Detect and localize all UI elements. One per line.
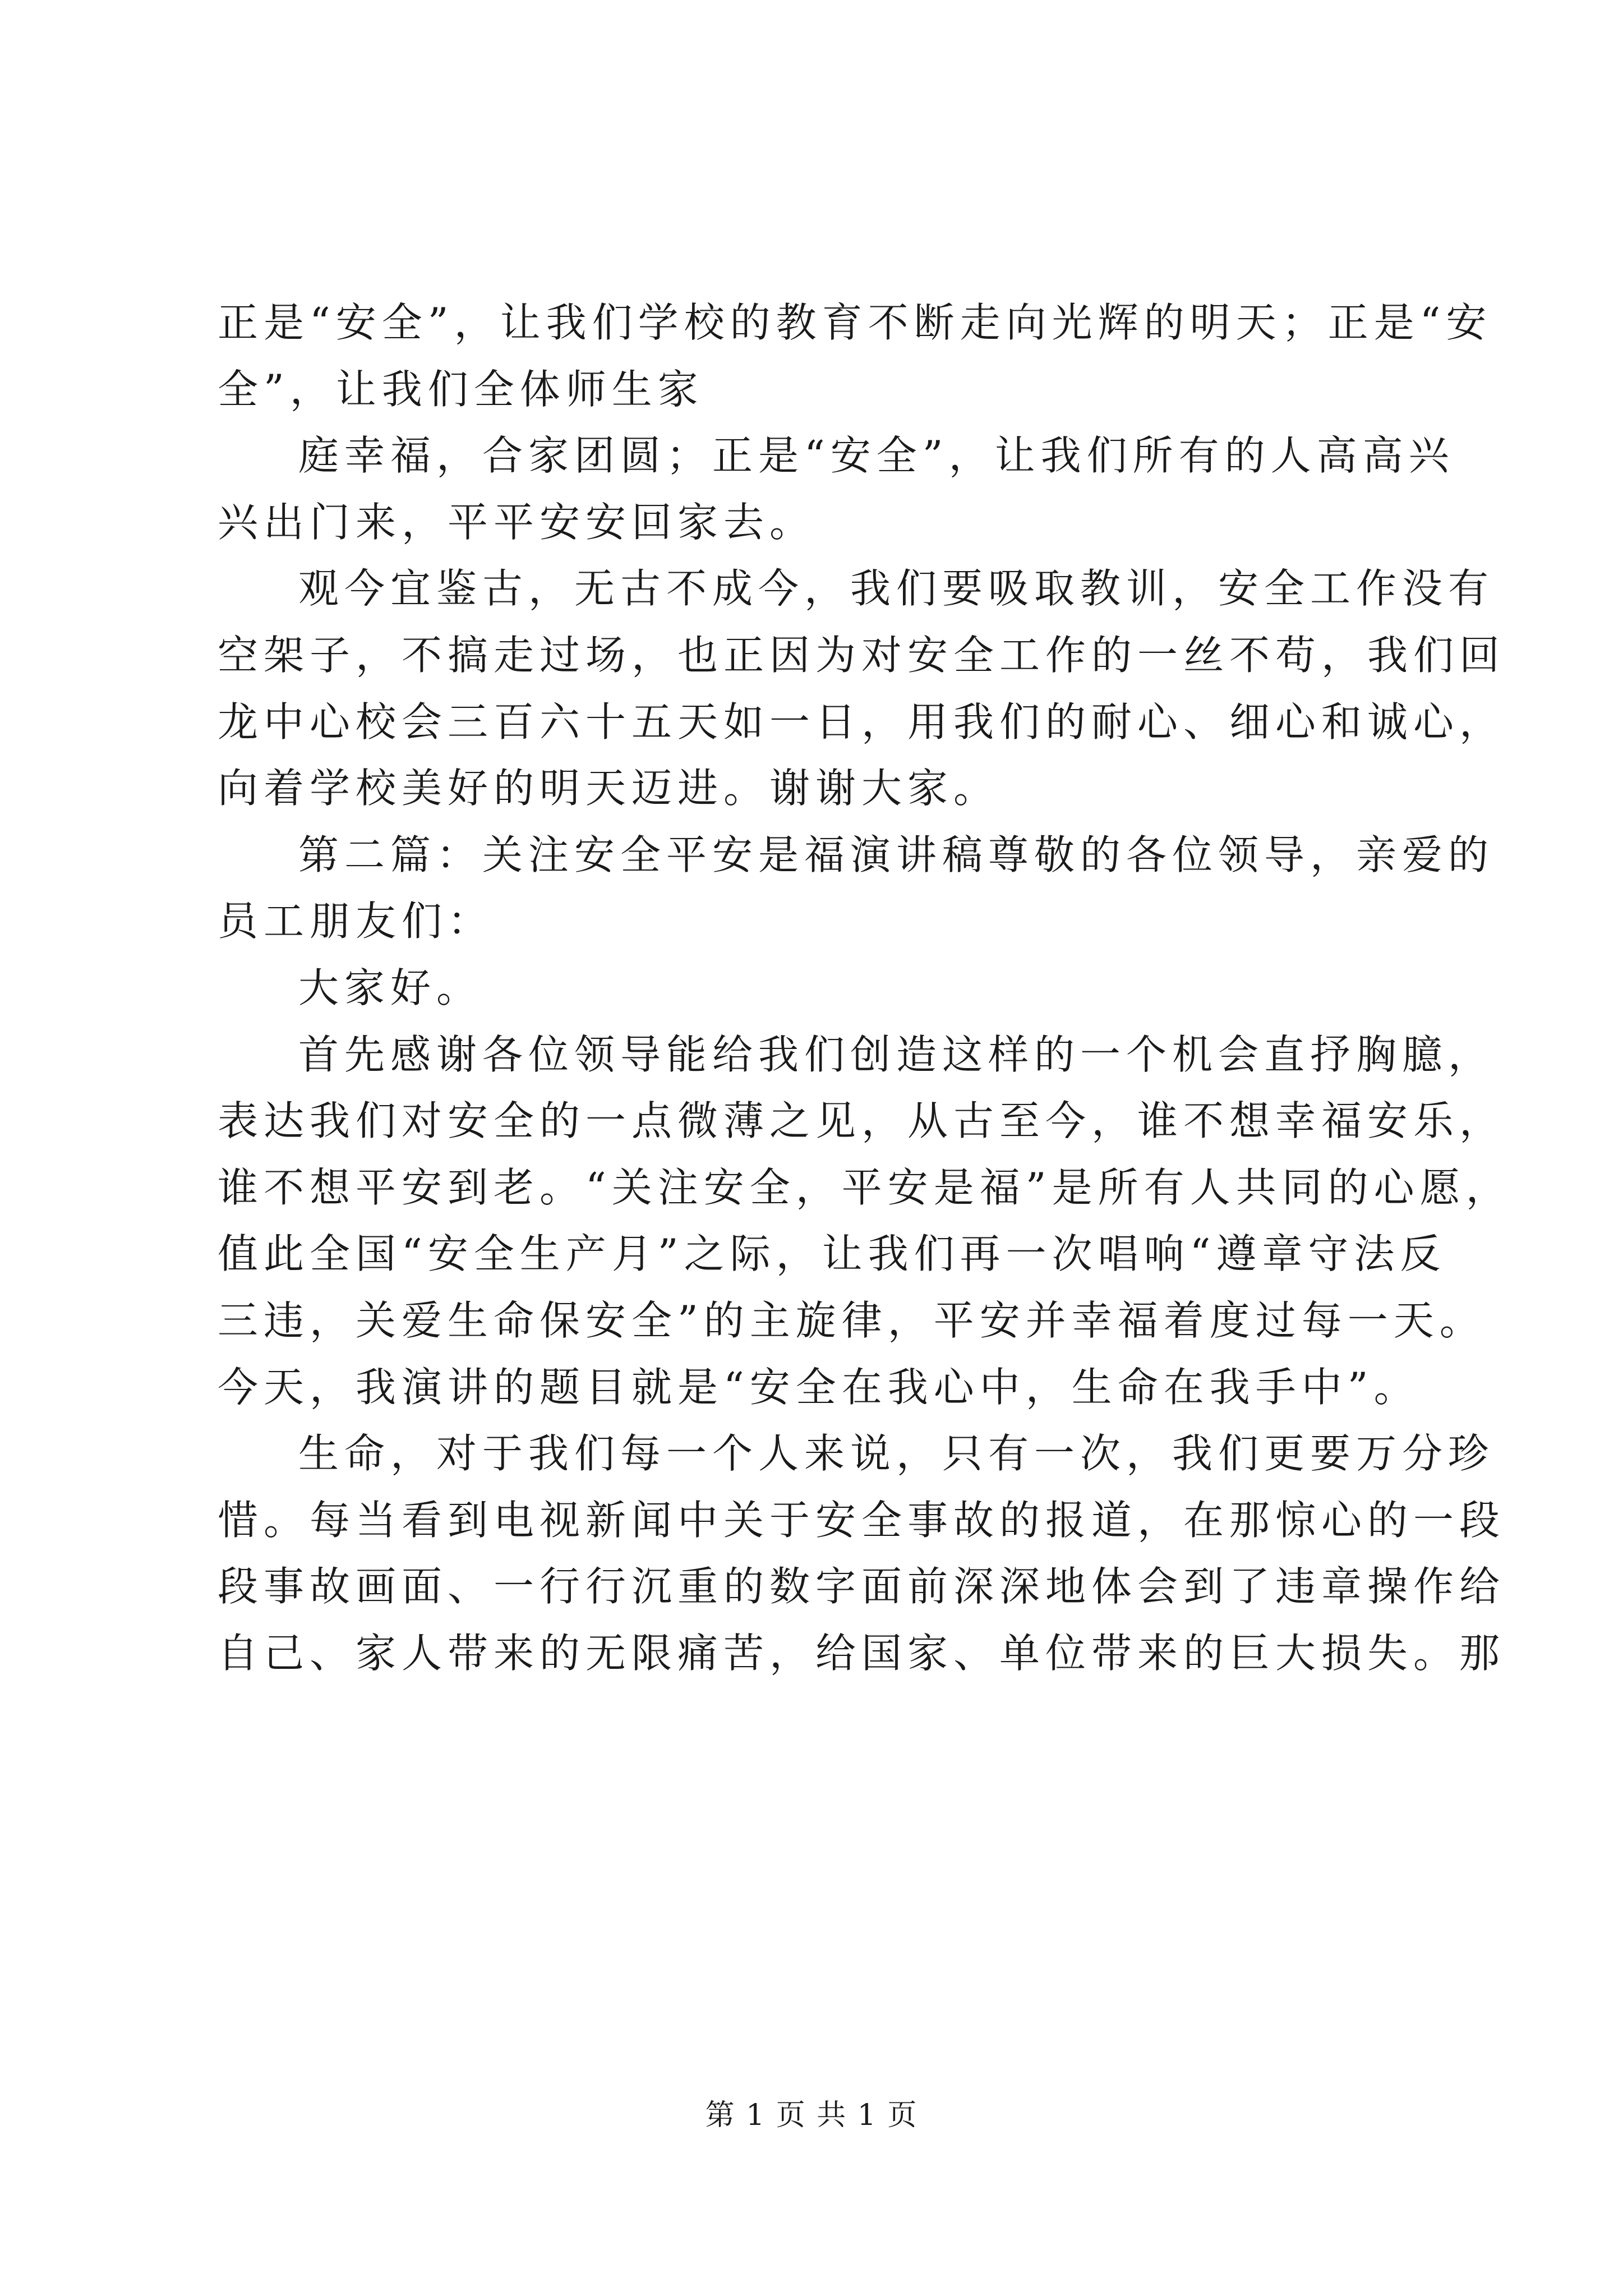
document-body: [218, 289, 1512, 1686]
text-line: 段事故画面、一行行沉重的数字面前深深地体会到了违章操作给: [218, 1563, 1506, 1611]
text-line: 生命，对于我们每一个人来说，只有一次，我们更要万分珍: [298, 1430, 1495, 1478]
text-line: 观今宜鉴古，无古不成今，我们要吸取教训，安全工作没有: [298, 565, 1495, 613]
text-line: 今天，我演讲的题目就是“安全在我心中，生命在我手中”。: [218, 1363, 1420, 1411]
text-line: 正是“安全”，让我们学校的教育不断走向光辉的明天；正是“安: [218, 299, 1492, 346]
text-line: 龙中心校会三百六十五天如一日，用我们的耐心、细心和诚心，: [218, 698, 1506, 746]
text-line: 员工朋友们：: [218, 898, 494, 945]
text-line: 第二篇：关注安全平安是福演讲稿尊敬的各位领导，亲爱的: [298, 831, 1495, 878]
text-line: 大家好。: [298, 964, 483, 1011]
text-line: 全”，让我们全体师生家: [218, 365, 704, 413]
text-line: 向着学校美好的明天迈进。谢谢大家。: [218, 765, 1000, 812]
page-footer: 第 1 页 共 1 页: [705, 2099, 918, 2132]
text-line: 自己、家人带来的无限痛苦，给国家、单位带来的巨大损失。那: [218, 1629, 1506, 1677]
text-line: 三违，关爱生命保安全”的主旋律，平安并幸福着度过每一天。: [218, 1296, 1486, 1344]
text-line: 兴出门来，平平安安回家去。: [218, 498, 816, 546]
text-line: 谁不想平安到老。“关注安全，平安是福”是所有人共同的心愿，: [218, 1163, 1512, 1211]
text-line: 庭幸福，合家团圆；正是“安全”，让我们所有的人高高兴: [298, 432, 1455, 480]
text-line: 值此全国“安全生产月”之际，让我们再一次唱响“遵章守法反: [218, 1230, 1446, 1278]
text-line: 惜。每当看到电视新闻中关于安全事故的报道，在那惊心的一段: [218, 1496, 1506, 1544]
text-line: 表达我们对安全的一点微薄之见，从古至今，谁不想幸福安乐，: [218, 1097, 1506, 1145]
text-line: 首先感谢各位领导能给我们创造这样的一个机会直抒胸臆，: [298, 1030, 1495, 1078]
text-line: 空架子，不搞走过场，也正因为对安全工作的一丝不苟，我们回: [218, 631, 1506, 679]
